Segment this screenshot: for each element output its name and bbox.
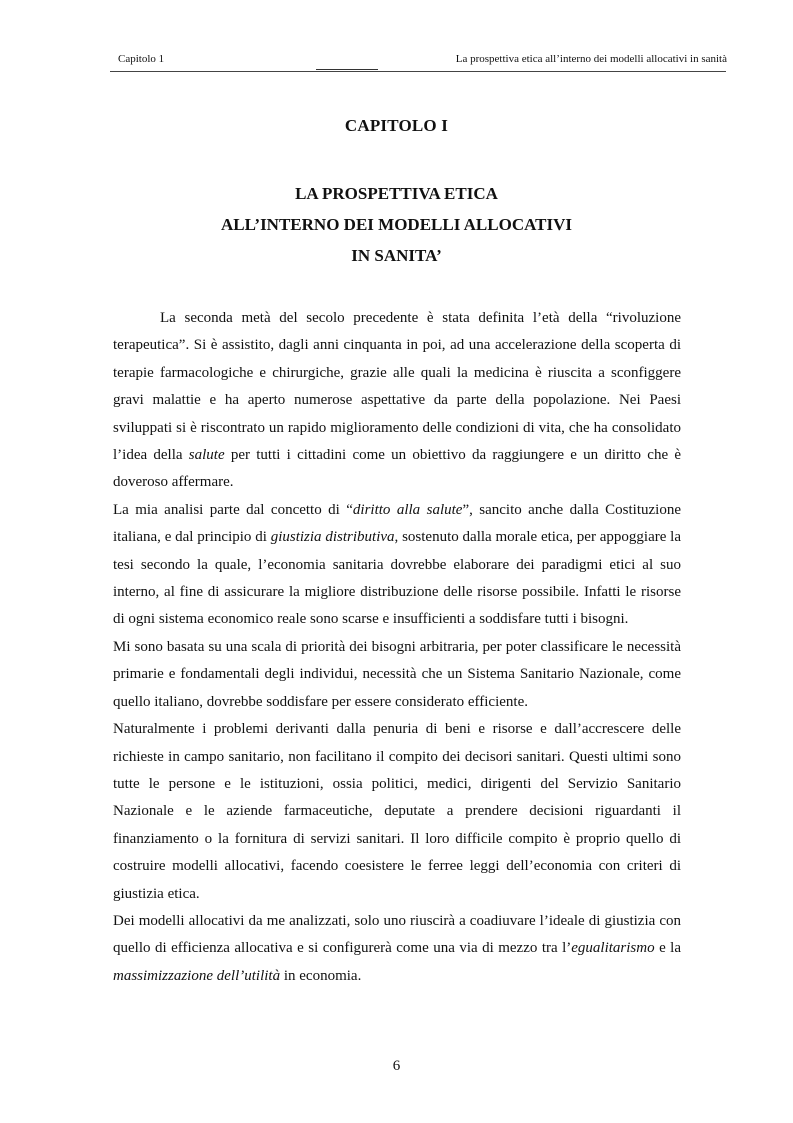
text-run: Mi sono basata su una scala di priorità dei bisogni arbitraria, per poter classificare le necessità primarie e fondamentali degli individui, necessità che un Sistema Sanitario Nazionale, come quello italiano, dovrebbe soddisfare per essere considerato efficiente.: [113, 638, 681, 710]
paragraph: [113, 305, 681, 497]
text-run: e la: [654, 940, 682, 957]
italic-run: diritto alla salute: [352, 501, 463, 518]
text-run: Naturalmente i problemi derivanti dalla penuria di beni e risorse e dall’accrescere delle richieste in campo sanitario, non facilitano il compito dei decisori sanitari. Questi ultimi sono tutte le persone e le istituzioni, ossia politici, medici, dirigenti del Servizio Sanitario Nazionale e le aziende farmaceutiche, deputate a prendere decisioni riguardanti il finanziamento o la fornitura di servizi sanitari. Il loro difficile compito è proprio quello di costruire modelli allocativi, facendo coesistere le ferree leggi dell’economia con criteri di giustizia etica.: [113, 721, 681, 902]
text-run: per tutti i cittadini come un obiettivo da raggiungere e un diritto che è doveroso affermare.: [113, 447, 681, 491]
chapter-title-line: ALL’INTERNO DEI MODELLI ALLOCATIVI: [221, 215, 572, 234]
text-run: Dei modelli allocativi da me analizzati, solo uno riuscirà a coadiuvare l’ideale di giustizia con quello di efficienza allocativa e si configurerà come una via di mezzo tra l’: [113, 912, 681, 957]
paragraph: [113, 634, 681, 716]
text-run: , sostenuto dalla morale etica, per appoggiare la tesi secondo la quale, l’economia sanitaria dovrebbe elaborare dei paradigmi etici al suo interno, al fine di assicurare la migliore distribuzione delle risorse possibile. Infatti le risorse di ogni sistema economico reale sono scarse e insufficienti a soddisfare tutti i bisogni.: [113, 529, 682, 628]
italic-run: salute: [188, 447, 225, 464]
italic-run: giustizia distributiva: [270, 529, 395, 546]
page-number: 6: [392, 1058, 401, 1074]
italic-run: massimizzazione dell’utilità: [113, 967, 281, 984]
chapter-title-line: IN SANITA’: [351, 246, 442, 265]
header-rule-mark: [316, 69, 378, 70]
chapter-title-line: LA PROSPETTIVA ETICA: [295, 184, 498, 203]
italic-run: egualitarismo: [571, 940, 655, 957]
paragraph: [113, 716, 681, 908]
body-text: [113, 305, 681, 990]
chapter-label: CAPITOLO I: [344, 116, 449, 135]
text-run: La seconda metà del secolo precedente è stata definita l’età della “rivoluzione terapeutica”. Si è assistito, dagli anni cinquanta in poi, ad una accelerazione della scoperta di terapie farmacologiche e chirurgiche, grazie alle quali la medicina è riuscita a sconfiggere gravi malattie e ha aperto numerose aspettative da parte della popolazione. Nei Paesi sviluppati si è riscontrato un rapido miglioramento delle condizioni di vita, che ha consolidato l’idea della: [113, 310, 681, 464]
paragraph: [113, 908, 681, 990]
chapter-title: [0, 178, 793, 271]
header-rule: [110, 71, 726, 72]
text-run: in economia.: [280, 967, 362, 984]
paragraph: [113, 497, 681, 634]
running-header-right: La prospettiva etica all’interno dei modelli allocativi in sanità: [455, 53, 727, 65]
text-run: La mia analisi parte dal concetto di “: [113, 501, 353, 518]
running-header-left: Capitolo 1: [118, 53, 165, 65]
text-run: ”, sancito anche dalla Costituzione italiana, e dal principio di: [113, 501, 681, 546]
